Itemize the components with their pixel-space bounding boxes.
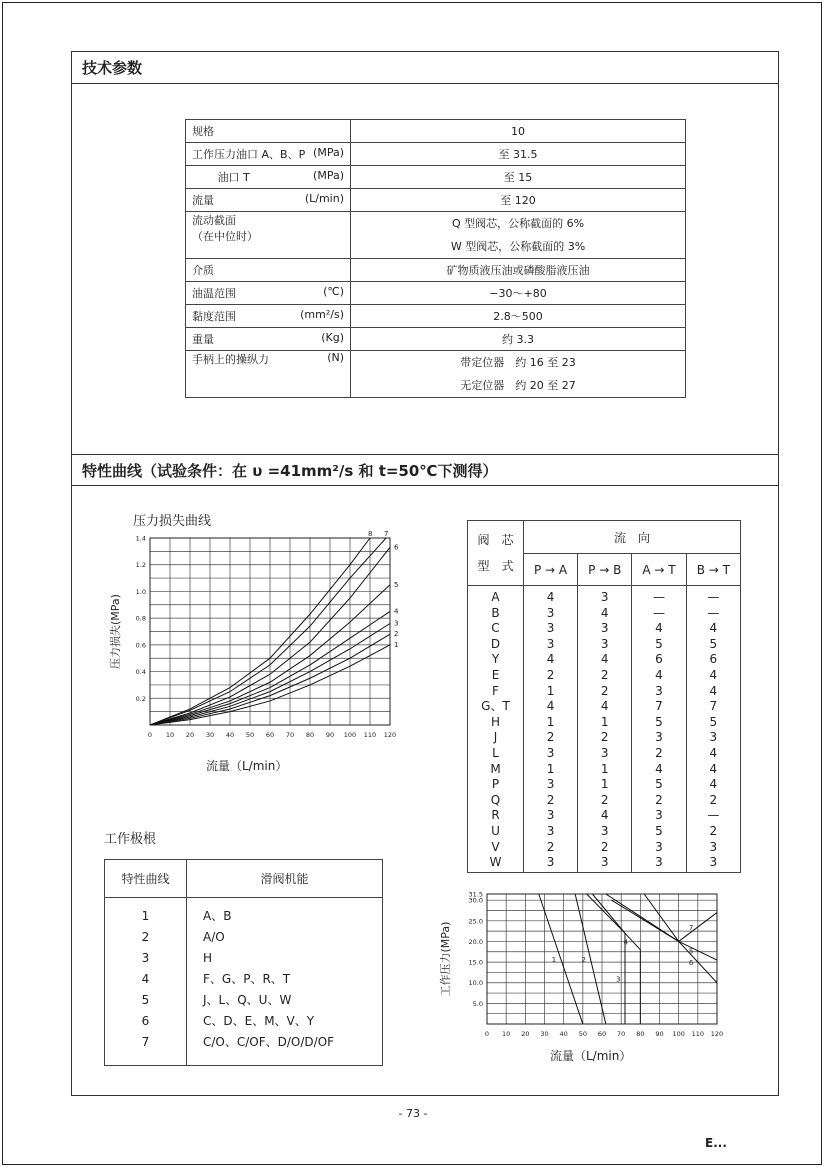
char-func: A/O <box>203 930 225 944</box>
flow-cell: 3 <box>546 855 555 870</box>
spec-row <box>186 189 686 212</box>
working-limit-chart <box>435 886 735 1044</box>
spec-row <box>186 305 686 328</box>
flow-cell: 3 <box>600 855 609 870</box>
flow-cell: F <box>492 683 499 698</box>
flow-cell: A <box>491 590 500 604</box>
flow-cell: Q <box>490 792 501 807</box>
flow-cell: 4 <box>546 699 555 714</box>
y-tick-label: 0.2 <box>135 694 146 703</box>
spec-row <box>186 143 686 166</box>
chart2-xlabel: 流量（L/min） <box>550 1049 632 1063</box>
y-tick-label: 15.0 <box>468 958 483 967</box>
flow-col-pa <box>524 586 578 873</box>
x-tick-label: 70 <box>617 1030 626 1038</box>
spec-label: 黏度范围 <box>192 310 236 323</box>
spec-value: −30～+80 <box>489 287 547 300</box>
flow-cell: 2 <box>600 683 609 698</box>
flow-cell: V <box>491 839 500 854</box>
flow-cell: D <box>490 636 501 651</box>
spec-value: 无定位器 约 20 至 27 <box>460 379 576 392</box>
flow-cell: 4 <box>709 777 718 792</box>
x-tick-label: 50 <box>578 1030 587 1038</box>
flow-cell: R <box>491 808 500 823</box>
flow-direction-table <box>467 520 741 873</box>
y-tick-label: 30.0 <box>468 896 483 905</box>
flow-cell: L <box>492 745 499 760</box>
series-label: 6 <box>688 959 694 968</box>
flow-cell: 4 <box>600 699 609 714</box>
spec-unit: (mm²/s) <box>300 308 344 321</box>
flow-cell: — <box>707 605 720 620</box>
spec-label: 流量 <box>192 194 214 207</box>
flow-cell: — <box>652 605 665 620</box>
char-func: J、L、Q、U、W <box>203 993 292 1007</box>
series-line-2 <box>575 894 606 1024</box>
flow-cell: 3 <box>546 777 555 792</box>
spec-unit: (L/min) <box>304 192 344 205</box>
spec-unit: (℃) <box>323 285 344 298</box>
flow-cell: 2 <box>600 839 609 854</box>
flow-cell: 1 <box>600 777 609 792</box>
flow-cell: 2 <box>709 823 718 838</box>
flow-cell: 3 <box>709 839 718 854</box>
flow-cell: 1 <box>546 683 555 698</box>
x-tick-label: 100 <box>672 1030 685 1038</box>
flow-cell: 1 <box>546 714 555 729</box>
spec-row <box>186 328 686 351</box>
y-tick-label: 1.0 <box>135 587 146 596</box>
spec-label: 介质 <box>192 264 214 277</box>
char-num: 3 <box>141 951 150 965</box>
x-tick-label: 120 <box>383 731 397 739</box>
x-tick-label: 70 <box>285 731 295 739</box>
flow-cell: 2 <box>546 667 555 682</box>
flow-cell: 3 <box>709 730 718 745</box>
spec-label: 油口 T <box>192 171 250 184</box>
flow-cell: 1 <box>546 761 555 776</box>
flow-cell: 4 <box>655 621 663 636</box>
char-func: A、B <box>203 909 232 923</box>
series-label: 7 <box>688 924 694 933</box>
flow-cell: 2 <box>546 730 555 745</box>
spec-row <box>186 166 686 189</box>
flow-col-bt <box>686 586 740 873</box>
spec-unit: (Kg) <box>321 331 344 344</box>
spec-unit: (N) <box>327 351 344 364</box>
x-tick-label: 80 <box>636 1030 645 1038</box>
x-tick-label: 20 <box>521 1030 530 1038</box>
y-tick-label: 0.6 <box>135 641 146 650</box>
series-label: 3 <box>616 975 621 984</box>
y-tick-label: 1.2 <box>135 561 146 570</box>
flow-cell: 2 <box>709 792 718 807</box>
spec-label: 手柄上的操纵力 <box>192 353 269 366</box>
series-label: 2 <box>581 956 586 964</box>
flow-col-spools <box>468 586 524 873</box>
flow-col-header: P → B <box>578 554 632 586</box>
spec-row <box>186 120 686 143</box>
x-tick-label: 80 <box>305 731 315 739</box>
spec-label: 油温范围 <box>192 287 236 300</box>
flow-cell: 4 <box>709 745 718 760</box>
spec-value: 至 15 <box>503 171 533 184</box>
flow-cell: 4 <box>655 667 663 682</box>
spec-value: 带定位器 约 16 至 23 <box>460 356 576 369</box>
flow-cell: 3 <box>546 621 555 636</box>
flow-cell: 2 <box>655 792 663 807</box>
x-tick-label: 20 <box>185 731 195 739</box>
flow-cell: 3 <box>655 808 663 823</box>
series-label: 4 <box>394 607 399 616</box>
flow-table-direction-header: 流 向 <box>524 521 741 554</box>
flow-cell: 4 <box>546 590 555 604</box>
spec-label: 规格 <box>192 125 214 138</box>
flow-cell: 5 <box>655 636 663 651</box>
page-number: - 73 - <box>398 1107 428 1120</box>
spec-value: 约 3.3 <box>502 333 534 346</box>
x-tick-label: 10 <box>502 1030 511 1038</box>
section-technical-params-title: 技术参数 <box>72 52 778 84</box>
spec-table <box>185 119 686 398</box>
flow-cell: 3 <box>600 621 609 636</box>
spec-value: 至 120 <box>500 194 536 207</box>
spec-value: 10 <box>511 124 525 138</box>
x-tick-label: 40 <box>559 1030 568 1038</box>
spec-value: 至 31.5 <box>498 148 538 161</box>
spec-value: 2.8～500 <box>493 310 543 323</box>
x-tick-label: 110 <box>363 731 377 739</box>
series-line-1 <box>539 894 583 1024</box>
pressure-loss-title: 压力损失曲线 <box>133 514 212 529</box>
series-label: 6 <box>394 543 399 552</box>
flow-cell: 3 <box>655 839 663 854</box>
brand-logo: E... <box>705 1136 727 1150</box>
series-label: 4 <box>623 938 629 947</box>
flow-cell: W <box>489 855 502 870</box>
spec-row <box>186 282 686 305</box>
flow-cell: 3 <box>546 808 555 823</box>
flow-cell: 4 <box>709 761 718 776</box>
flow-cell: 2 <box>600 792 609 807</box>
spec-row <box>186 351 686 398</box>
flow-cell: 4 <box>600 808 609 823</box>
flow-cell: U <box>491 823 500 838</box>
flow-cell: P <box>491 777 500 792</box>
flow-cell: 5 <box>709 636 718 651</box>
flow-cell: Y <box>491 652 500 667</box>
y-tick-label: 0.4 <box>135 668 146 677</box>
x-tick-label: 0 <box>147 731 153 739</box>
flow-col-at <box>632 586 686 873</box>
flow-cell: 3 <box>546 823 555 838</box>
char-num: 7 <box>141 1035 150 1049</box>
char-func: H <box>203 951 213 965</box>
series-label: 1 <box>394 640 399 649</box>
spec-row <box>186 212 686 259</box>
flow-col-header: P → A <box>524 554 578 586</box>
flow-col-pb <box>578 586 632 873</box>
flow-cell: 3 <box>709 855 718 870</box>
flow-cell: J <box>493 730 498 745</box>
flow-cell: 3 <box>655 683 663 698</box>
flow-cell: 2 <box>546 792 555 807</box>
spec-label: 重量 <box>192 333 214 346</box>
flow-cell: 7 <box>655 699 663 714</box>
spec-value: Q 型阀芯，公称截面的 6% <box>451 217 585 230</box>
section-characteristic-curves-title: 特性曲线（试验条件：在 υ =41mm²/s 和 t=50℃下测得） <box>72 454 778 486</box>
flow-cell: 3 <box>655 730 663 745</box>
flow-cell: 3 <box>600 590 609 604</box>
char-table-header-curve: 特性曲线 <box>105 860 187 898</box>
x-tick-label: 60 <box>265 731 275 739</box>
spec-value: W 型阀芯，公称截面的 3% <box>450 240 586 253</box>
y-tick-label: 31.5 <box>468 890 483 899</box>
series-label: 7 <box>384 530 389 538</box>
series-line-6 <box>644 894 717 983</box>
y-tick-label: 20.0 <box>468 937 483 946</box>
flow-cell: 7 <box>709 699 718 714</box>
chart1-xlabel: 流量（L/min） <box>206 759 288 773</box>
flow-cell: 6 <box>709 652 718 667</box>
series-label: 2 <box>394 630 399 639</box>
x-tick-label: 50 <box>245 731 255 739</box>
characteristic-curve-table <box>104 859 383 1066</box>
x-tick-label: 60 <box>597 1030 607 1038</box>
spec-label: 流动截面 （在中位时） <box>192 214 258 243</box>
flow-cell: C <box>491 621 500 636</box>
char-num: 6 <box>141 1014 150 1028</box>
series-label: 1 <box>551 956 557 964</box>
y-tick-label: 0.8 <box>135 614 146 623</box>
series-line-3 <box>587 894 625 1024</box>
spec-value: 矿物质液压油或磷酸脂液压油 <box>446 264 590 277</box>
char-num: 5 <box>141 993 150 1007</box>
char-func: C、D、E、M、V、Y <box>203 1014 315 1028</box>
flow-cell: 2 <box>546 839 555 854</box>
flow-cell: 5 <box>655 777 663 792</box>
char-num: 2 <box>141 930 150 944</box>
y-tick-label: 10.0 <box>468 979 483 988</box>
flow-cell: 4 <box>709 683 718 698</box>
y-axis-label: 压力损失(MPa) <box>109 594 122 669</box>
flow-cell: 3 <box>600 745 609 760</box>
flow-table-spool-header: 阀 芯 型 式 <box>468 521 524 586</box>
flow-cell: M <box>490 761 501 776</box>
flow-cell: 2 <box>600 667 609 682</box>
x-tick-label: 120 <box>710 1030 724 1038</box>
flow-col-header: A → T <box>632 554 686 586</box>
flow-cell: 3 <box>546 605 555 620</box>
pressure-loss-chart <box>105 528 405 778</box>
x-tick-label: 90 <box>325 731 335 739</box>
flow-cell: 5 <box>655 823 663 838</box>
char-func: F、G、P、R、T <box>203 972 291 986</box>
y-axis-label: 工作压力(MPa) <box>439 921 452 997</box>
char-table-curve-numbers <box>105 898 187 1066</box>
series-label: 5 <box>394 580 399 589</box>
flow-cell: 4 <box>709 667 718 682</box>
flow-cell: — <box>652 590 665 604</box>
working-limit-title: 工作极根 <box>104 832 157 847</box>
flow-cell: 4 <box>655 761 663 776</box>
flow-cell: 5 <box>709 714 718 729</box>
char-func: C/O、C/OF、D/O/D/OF <box>203 1035 335 1049</box>
x-tick-label: 30 <box>205 731 215 739</box>
flow-cell: — <box>707 808 720 823</box>
flow-cell: 2 <box>600 730 609 745</box>
flow-cell: 4 <box>546 652 555 667</box>
flow-cell: 4 <box>600 605 609 620</box>
flow-cell: 4 <box>709 621 718 636</box>
flow-cell: — <box>707 590 720 604</box>
spec-unit: (MPa) <box>313 169 344 182</box>
x-tick-label: 0 <box>484 1030 490 1038</box>
flow-col-header: B → T <box>686 554 740 586</box>
series-label: 5 <box>688 947 694 956</box>
flow-cell: 1 <box>600 761 609 776</box>
char-table-header-function: 滑阀机能 <box>187 860 383 898</box>
series-label: 3 <box>394 619 399 628</box>
series-label: 8 <box>368 530 373 538</box>
spec-row <box>186 259 686 282</box>
flow-cell: 3 <box>546 636 555 651</box>
char-num: 1 <box>141 909 150 923</box>
flow-cell: B <box>491 605 500 620</box>
flow-cell: 3 <box>600 823 609 838</box>
flow-cell: 1 <box>600 714 609 729</box>
x-tick-label: 40 <box>225 731 235 739</box>
flow-cell: E <box>491 667 500 682</box>
flow-cell: G、T <box>481 699 510 714</box>
flow-cell: 3 <box>600 636 609 651</box>
flow-cell: 3 <box>655 855 663 870</box>
spec-unit: (MPa) <box>313 146 344 159</box>
x-tick-label: 30 <box>540 1030 549 1038</box>
flow-cell: 3 <box>546 745 555 760</box>
series-line-5 <box>606 894 717 960</box>
flow-cell: H <box>490 714 501 729</box>
flow-cell: 5 <box>655 714 663 729</box>
x-tick-label: 100 <box>343 731 357 739</box>
flow-cell: 4 <box>600 652 609 667</box>
y-tick-label: 5.0 <box>472 999 483 1008</box>
x-tick-label: 110 <box>691 1030 705 1038</box>
char-table-functions <box>187 898 383 1066</box>
flow-cell: 2 <box>655 745 663 760</box>
y-tick-label: 25.0 <box>468 917 483 926</box>
x-tick-label: 90 <box>655 1030 664 1038</box>
char-num: 4 <box>141 972 150 986</box>
y-tick-label: 1.4 <box>135 534 146 543</box>
spec-label: 工作压力油口 A、B、P <box>192 148 306 161</box>
flow-cell: 6 <box>655 652 663 667</box>
x-tick-label: 10 <box>165 731 175 739</box>
